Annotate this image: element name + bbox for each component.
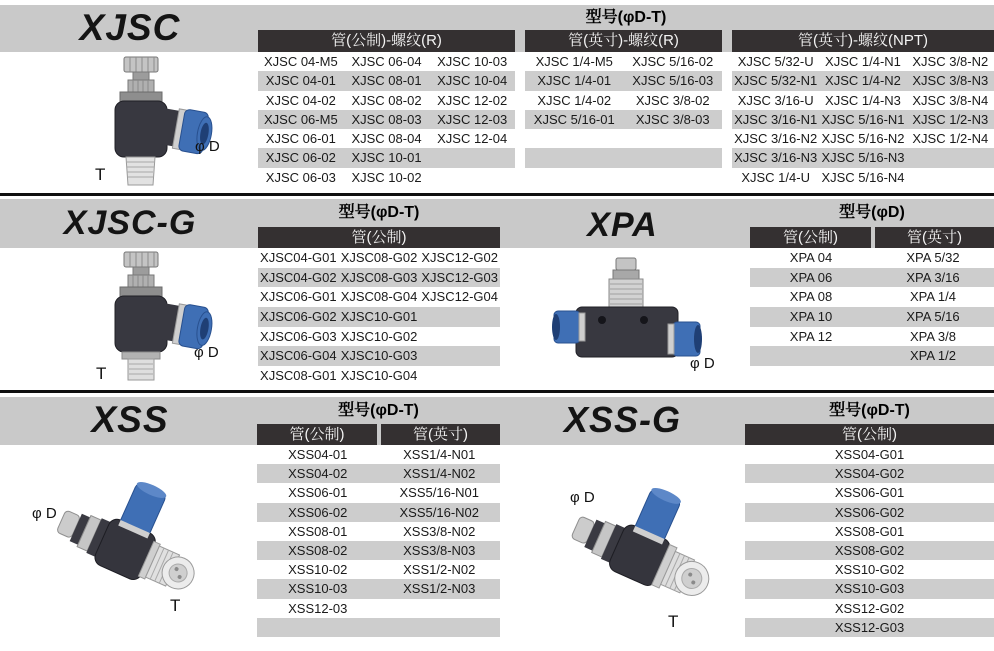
model-cell: XSS04-G02 [834, 466, 905, 482]
model-cell: XJSC06-G02 [260, 309, 337, 325]
table-row [258, 268, 500, 288]
model-cell [257, 618, 379, 637]
model-cell: XJSC 1/4-02 [537, 92, 612, 108]
model-cell: XJSC04-G02 [260, 269, 337, 285]
table-row [745, 522, 994, 541]
model-cell: XJSC 1/4-N1 [825, 54, 901, 69]
model-cell: XPA 1/2 [909, 348, 956, 364]
table-row [257, 503, 500, 522]
model-cell: XJSC 06-M5 [263, 111, 338, 127]
model-cell: XPA 5/32 [906, 250, 960, 265]
model-cell: XSS12-G03 [834, 619, 905, 635]
model-cell: XSS06-G01 [834, 485, 905, 501]
table-row [732, 91, 994, 110]
model-cell: XJSC 5/16-03 [632, 73, 714, 89]
table-xjsc-inch-r [525, 52, 722, 187]
model-cell [379, 618, 501, 637]
model-cell: XSS08-G01 [834, 523, 905, 539]
model-cell: XPA 06 [789, 269, 833, 285]
model-cell: XPA 08 [789, 289, 833, 305]
model-cell: XJSC 12-03 [437, 111, 508, 127]
model-cell: XJSC 3/8-03 [635, 111, 710, 127]
model-cell: XJSC 3/16-N2 [734, 131, 818, 147]
model-cell: XJSC10-G04 [340, 368, 418, 384]
model-cell: XPA 04 [789, 250, 833, 265]
t-label-xss-g: T [668, 612, 679, 631]
model-cell: XSS1/4-N01 [403, 447, 476, 462]
model-cell: XJSC 3/16-N3 [734, 150, 818, 166]
model-cell: XJSC12-G02 [421, 250, 498, 265]
model-cell: XSS10-02 [288, 562, 348, 578]
model-spec-header-xss: 型号(φD-T) [338, 402, 419, 419]
model-cell: XSS5/16-N01 [399, 485, 479, 501]
table-row [745, 599, 994, 618]
model-cell: XJSC 1/4-U [741, 169, 810, 185]
model-cell: XJSC 08-02 [351, 92, 422, 108]
table-row [257, 560, 500, 579]
model-cell: XSS3/8-N02 [403, 523, 476, 539]
model-cell: XJSC12-G03 [421, 269, 498, 285]
model-cell: XPA 10 [789, 309, 833, 325]
model-cell: XJSC 1/2-N3 [912, 111, 989, 127]
model-cell [525, 168, 624, 187]
model-cell [419, 327, 500, 347]
table-row [258, 129, 515, 148]
model-cell: XSS1/4-N02 [403, 466, 476, 482]
model-cell: XJSC 1/4-01 [537, 73, 612, 89]
model-cell: XPA 1/4 [909, 289, 956, 305]
model-cell [419, 307, 500, 327]
model-cell: XSS10-03 [288, 581, 348, 597]
phi-d-label-xpa: φ D [690, 355, 715, 372]
model-cell [429, 168, 515, 187]
model-cell: XJSC 08-03 [351, 111, 422, 127]
model-cell: XSS12-G02 [834, 600, 905, 616]
col-header-xpa-metric: 管(公制) [750, 227, 871, 248]
table-row [732, 168, 994, 187]
model-cell: XSS12-03 [288, 600, 348, 616]
table-xjsc-metric-r [258, 52, 515, 187]
model-cell: XJSC 3/8-N2 [912, 54, 989, 69]
table-row [525, 168, 722, 187]
table-row [732, 52, 994, 71]
table-row [525, 110, 722, 129]
model-cell: XJSC 1/4-M5 [535, 54, 613, 69]
model-spec-header-xss-g: 型号(φD-T) [829, 402, 910, 419]
col-header-inch-r: 管(英寸)-螺纹(R) [525, 30, 722, 52]
xpa-product-image [552, 256, 702, 378]
phi-d-label-xjsc: φ D [195, 138, 220, 155]
model-cell: XJSC 10-04 [437, 73, 508, 89]
table-row [745, 579, 994, 598]
model-cell: XJSC 04-01 [265, 73, 336, 89]
table-row [732, 148, 994, 167]
col-header-inch-npt: 管(英寸)-螺纹(NPT) [732, 30, 994, 52]
col-header-metric-r: 管(公制)-螺纹(R) [258, 30, 515, 52]
table-row [257, 618, 500, 637]
model-cell: XJSC 3/16-N1 [734, 111, 818, 127]
table-row [257, 522, 500, 541]
model-cell: XSS1/2-N03 [403, 581, 476, 597]
table-row [258, 327, 500, 347]
model-cell: XJSC 5/16-01 [533, 111, 615, 127]
table-row [257, 445, 500, 464]
t-label-xjsc-g: T [96, 364, 107, 383]
section-divider [0, 390, 994, 393]
model-cell: XJSC 10-02 [351, 169, 422, 185]
model-cell: XJSC 3/8-N4 [912, 92, 989, 108]
model-cell: XSS10-G03 [834, 581, 905, 597]
model-cell: XJSC06-G01 [260, 289, 337, 305]
model-cell [379, 599, 501, 618]
model-cell: XSS06-G02 [834, 504, 905, 520]
model-cell [624, 129, 723, 148]
model-cell: XSS10-G02 [834, 562, 905, 578]
model-cell: XJSC 06-01 [265, 131, 336, 147]
col-header-xjscg-metric: 管(公制) [258, 227, 500, 248]
table-row [258, 91, 515, 110]
model-cell: XJSC 06-03 [265, 169, 336, 185]
table-row [745, 560, 994, 579]
series-title-xjsc-g: XJSC-G [63, 204, 197, 242]
col-header-xssg-metric: 管(公制) [745, 424, 994, 445]
model-cell: XSS3/8-N03 [403, 542, 476, 558]
table-row [750, 248, 994, 268]
model-cell: XSS06-02 [288, 504, 348, 520]
model-cell: XJSC 1/4-N2 [825, 73, 901, 89]
table-row [732, 129, 994, 148]
model-cell: XJSC 12-04 [437, 131, 508, 147]
model-cell: XJSC10-G02 [340, 328, 418, 344]
model-cell: XJSC 5/16-N1 [821, 111, 905, 127]
t-label-xss: T [170, 596, 181, 615]
table-row [732, 110, 994, 129]
model-cell: XJSC 04-02 [265, 92, 336, 108]
col-header-xpa-inch: 管(英寸) [875, 227, 994, 248]
series-title-xjsc: XJSC [79, 7, 181, 48]
model-cell: XJSC10-G03 [340, 348, 418, 364]
model-cell [750, 346, 872, 366]
model-cell [429, 148, 515, 167]
model-cell: XSS04-G01 [834, 447, 905, 462]
table-row [258, 148, 515, 167]
model-cell: XPA 3/16 [906, 269, 960, 285]
model-cell [525, 129, 624, 148]
section-divider [0, 193, 994, 196]
table-row [745, 503, 994, 522]
phi-d-label-xss-g: φ D [570, 489, 595, 506]
model-cell: XSS04-02 [288, 466, 348, 482]
table-row [750, 268, 994, 288]
model-cell [419, 346, 500, 366]
model-cell: XJSC 10-03 [437, 54, 508, 69]
table-row [257, 464, 500, 483]
table-row [750, 287, 994, 307]
table-xpa [750, 248, 994, 366]
table-row [258, 168, 515, 187]
model-cell [624, 148, 723, 167]
table-row [258, 248, 500, 268]
model-cell: XJSC 10-01 [351, 150, 422, 166]
table-row [750, 346, 994, 366]
table-row [745, 541, 994, 560]
table-row [745, 464, 994, 483]
model-cell: XJSC08-G01 [260, 368, 337, 384]
model-cell: XJSC 08-04 [351, 131, 422, 147]
table-row [525, 91, 722, 110]
model-cell [907, 148, 994, 167]
model-cell: XSS1/2-N02 [403, 562, 476, 578]
table-row [257, 579, 500, 598]
model-cell: XJSC 06-02 [265, 150, 336, 166]
table-row [257, 541, 500, 560]
model-cell: XSS06-01 [288, 485, 348, 501]
table-row [258, 307, 500, 327]
model-cell: XJSC 3/8-02 [635, 92, 710, 108]
t-label-xjsc: T [95, 165, 106, 184]
table-row [258, 52, 515, 71]
table-row [257, 483, 500, 502]
model-cell: XJSC 3/16-U [737, 92, 814, 108]
phi-d-label-xjsc-g: φ D [194, 344, 219, 361]
model-spec-header-xpa: 型号(φD) [839, 204, 905, 221]
table-row [750, 327, 994, 347]
series-title-xpa: XPA [587, 206, 658, 244]
model-cell: XJSC04-G01 [260, 250, 337, 265]
model-cell: XJSC10-G01 [340, 309, 418, 325]
model-cell: XPA 5/16 [906, 309, 960, 325]
model-cell: XJSC 5/16-02 [632, 54, 714, 69]
model-cell [907, 168, 994, 187]
model-cell: XJSC 04-M5 [263, 54, 338, 69]
table-row [745, 445, 994, 464]
col-header-xss-metric: 管(公制) [257, 424, 377, 445]
model-cell: XJSC08-G02 [340, 250, 418, 265]
model-cell: XJSC06-G03 [260, 328, 337, 344]
table-row [750, 307, 994, 327]
model-cell: XJSC 5/16-N3 [821, 150, 905, 166]
model-cell: XSS08-01 [288, 523, 348, 539]
model-cell: XPA 12 [789, 328, 833, 344]
table-xjscg-metric [258, 248, 500, 386]
table-row [257, 599, 500, 618]
model-cell: XJSC08-G03 [340, 269, 418, 285]
table-row [525, 52, 722, 71]
table-row [525, 148, 722, 167]
model-cell: XJSC 1/2-N4 [912, 131, 989, 147]
series-title-xss-g: XSS-G [563, 399, 682, 440]
model-cell [624, 168, 723, 187]
model-spec-header-xjsc-g: 型号(φD-T) [338, 204, 420, 221]
table-row [525, 129, 722, 148]
table-row [732, 71, 994, 90]
table-row [258, 287, 500, 307]
model-cell: XJSC 5/32-U [737, 54, 814, 69]
model-cell: XJSC 1/4-N3 [825, 92, 901, 108]
xss-product-image [50, 472, 200, 642]
table-row [258, 366, 500, 386]
col-header-xss-inch: 管(英寸) [381, 424, 500, 445]
model-cell: XSS04-01 [288, 447, 348, 462]
model-cell: XSS08-02 [288, 542, 348, 558]
table-row [525, 71, 722, 90]
table-row [745, 618, 994, 637]
model-cell: XJSC 5/32-N1 [734, 73, 818, 89]
model-cell: XJSC12-G04 [421, 289, 498, 305]
table-xssg-metric [745, 445, 994, 637]
model-cell: XJSC 08-01 [351, 73, 422, 89]
table-row [258, 71, 515, 90]
table-xss [257, 445, 500, 637]
model-cell: XJSC 06-04 [351, 54, 422, 69]
model-cell [419, 366, 500, 386]
model-cell: XSS5/16-N02 [399, 504, 479, 520]
model-spec-header-xjsc: 型号(φD-T) [585, 9, 667, 26]
series-title-xss: XSS [91, 399, 169, 440]
table-xjsc-inch-npt [732, 52, 994, 187]
model-cell: XJSC 12-02 [437, 92, 508, 108]
model-cell [525, 148, 624, 167]
table-row [258, 110, 515, 129]
phi-d-label-xss: φ D [32, 505, 57, 522]
table-row [258, 346, 500, 366]
model-cell: XPA 3/8 [909, 328, 956, 344]
model-cell: XSS08-G02 [834, 542, 905, 558]
model-cell: XJSC 5/16-N2 [821, 131, 905, 147]
table-row [745, 483, 994, 502]
model-cell: XJSC08-G04 [340, 289, 418, 305]
model-cell: XJSC06-G04 [260, 348, 337, 364]
model-cell: XJSC 5/16-N4 [821, 169, 905, 185]
model-cell: XJSC 3/8-N3 [912, 73, 989, 89]
